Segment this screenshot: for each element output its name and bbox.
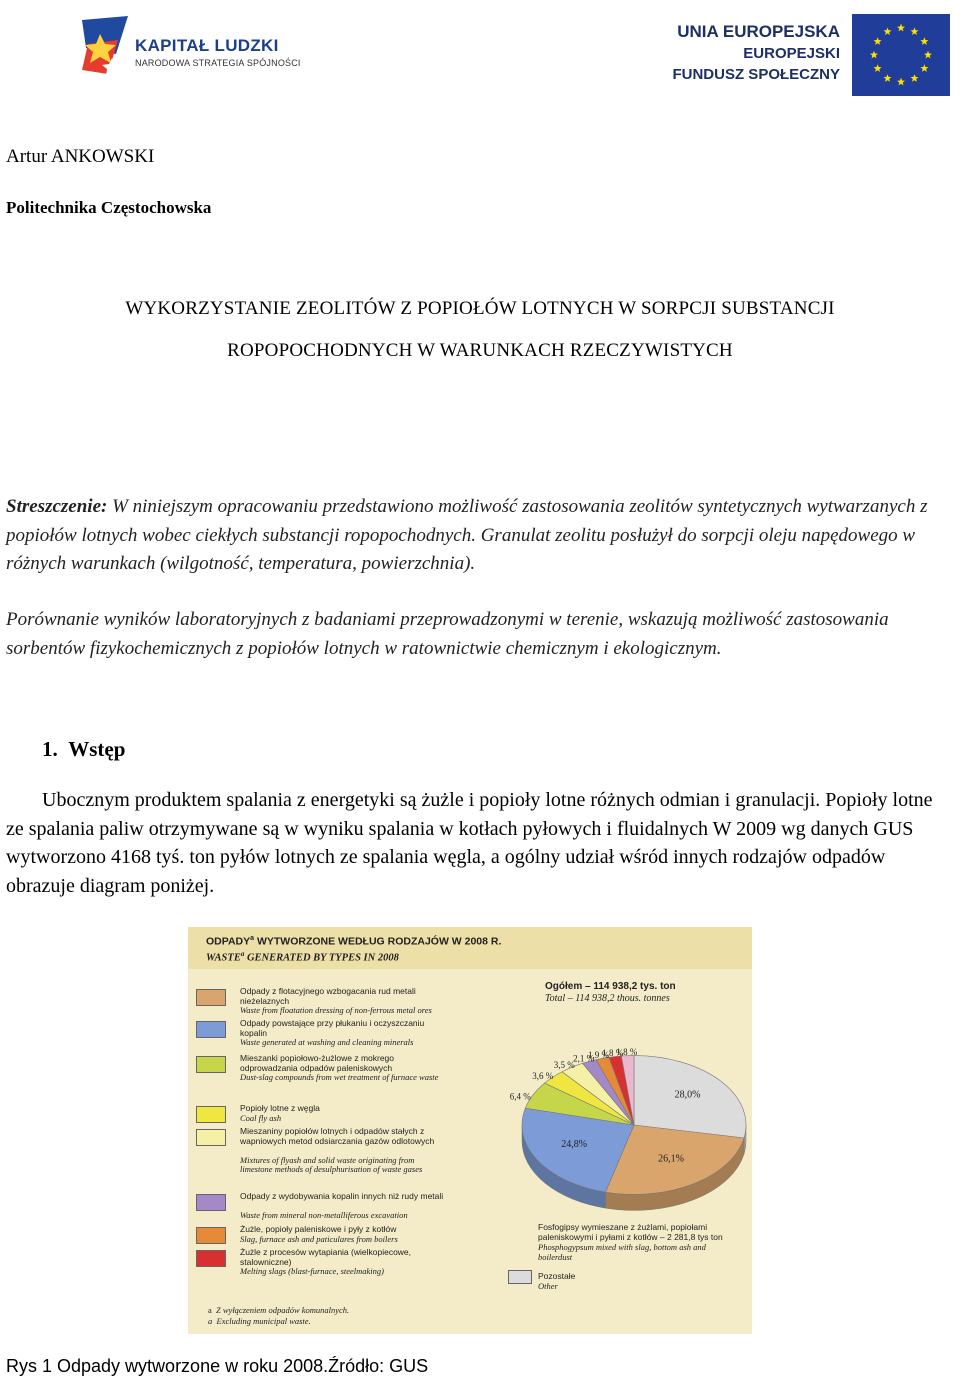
waste-figure [188,927,752,1334]
section-heading [42,737,125,762]
pie-value-label: 6,4 % [509,1091,531,1102]
body-paragraph: Ubocznym produktem spalania z energetyki są żużle i popioły lotne różnych odmian i granulacji. Popioły lotne ze spalania paliw otrzymywane są w wyniku spalania w kotłach pyłowych i fluidalnych W 2009 wg danych GUS wytworzono 4168 tyś. ton pyłów lotnych ze spalania węgla, a ogólny udział wśród innych rodzajów odpadów obrazuje diagram poniżej. [6,789,933,897]
legend-swatch [196,1056,226,1073]
legend-label-pl: Odpady z wydobywania kopalin innych niż rudy metali [240,1191,444,1201]
legend-swatch [196,1129,226,1146]
pie-value-label: 3,5 % [553,1060,575,1070]
other-label-pl: Pozostałe [538,1271,576,1281]
eu-line2: EUROPEJSKI [743,45,840,62]
abstract-paragraph-1 [6,493,951,579]
legend-swatch [196,1021,226,1038]
legend-label-en: Coal fly ash [240,1112,282,1123]
pie-value-label: 3,6 % [532,1071,554,1082]
legend-label-en: Waste from mineral non-metalliferous excavation [240,1210,408,1221]
section-number: 1. [42,737,58,761]
eu-line1: UNIA EUROPEJSKA [677,22,840,41]
other-label-en: Other [538,1281,558,1291]
legend-swatch [196,1194,226,1211]
other-swatch [508,1270,532,1284]
legend-label-en: Waste generated at washing and cleaning minerals [240,1037,414,1048]
kapital-ludzki-emblem-icon [78,14,134,80]
footnote-pl: a Z wyłączeniem odpadów komunalnych. [208,1305,350,1315]
pie-value-label: 24,8% [561,1138,588,1150]
pie-value-label: 1,9 % [588,1050,609,1061]
legend-swatch [196,1227,226,1244]
affiliation: Politechnika Częstochowska [6,198,212,217]
figure-title-pl: ODPADY$^a$ WYTWORZONE WEDŁUG RODZAJÓW W 2008 R. [206,935,502,948]
legend-label-pl: Odpady powstające przy płukaniu i oczyszczaniu kopalin [240,1018,425,1038]
pie-value-label: 26,1% [658,1153,684,1165]
paper-title-line2: ROPOPOCHODNYCH W WARUNKACH RZECZYWISTYCH [227,340,733,361]
eu-flag-icon [852,14,950,96]
figure-total-pl: Ogółem – 114 938,2 tys. ton [545,981,676,992]
legend-label-pl: Mieszaniny popiołów lotnych i odpadów stałych z wapniowych metod odsiarczania gazów odlotowych [240,1126,435,1146]
kapital-ludzki-subtitle: NARODOWA STRATEGIA SPÓJNOŚCI [135,58,301,68]
kapital-ludzki-logo [78,14,313,84]
legend-label-en: Dust-slag compounds from wet treatment of furnace waste [240,1072,439,1083]
pie-value-label: 1,8 % [602,1048,624,1058]
legend-swatch [196,1106,226,1123]
pie-value-label: 28,0% [674,1089,701,1101]
legend-swatch [196,989,226,1006]
figure-caption: Rys 1 Odpady wytworzone w roku 2008.Źródło: GUS [6,1356,429,1376]
author-name: Artur ANKOWSKI [6,146,155,167]
legend-label-pl: Mieszanki popiołowo-żużlowe z mokrego odprowadzania odpadów paleniskowych [240,1053,395,1073]
kapital-ludzki-title: KAPITAŁ LUDZKI [135,36,279,55]
legend-swatch [196,1250,226,1267]
legend-label-pl: Popioły lotne z węgla [240,1103,320,1113]
legend-label-en: Melting slags (blast-furnace, steelmaking) [240,1266,385,1277]
legend-label-pl: Żużle, popioły paleniskowe i pyły z kotłów [240,1224,397,1234]
pie-value-label: 2,1 % [573,1053,595,1064]
eu-line3: FUNDUSZ SPOŁECZNY [672,66,840,83]
figure-title-en: WASTE$^a$ GENERATED BY TYPES IN 2008 [206,950,399,964]
legend-label-pl: Odpady z flotacyjnego wzbogacania rud metali nieżelaznych [240,986,416,1006]
section-title: Wstęp [68,737,126,761]
legend-label-en: Waste from floatation dressing of non-ferrous metal ores [240,1005,432,1016]
abstract-label: Streszczenie: [6,496,108,517]
figure-total-en: Total – 114 938,2 thous. tonnes [545,993,670,1004]
legend-label-en: Mixtures of flyash and solid waste originating from limestone methods of desulphurisation of waste gases [240,1154,423,1175]
abstract-paragraph-2: Porównanie wyników laboratoryjnych z badaniami przeprowadzonymi w terenie, wskazują możliwość zastosowania sorbentów fizykochemicznych z popiołów lotnych w ratownictwie chemicznym i ekologicznym. [6,609,889,659]
callout-en: Phosphogypsum mixed with slag, bottom ash and boilerdust [538,1242,706,1262]
abstract-text-1: W niniejszym opracowaniu przedstawiono możliwość zastosowania zeolitów syntetycznych wytwarzanych z popiołów lotnych wobec ciekłych substancji ropopochodnych. Granulat zeolitu posłużył do sorpcji oleju napędowego w różnych warunkach (wilgotność, temperatura, powierzchnia). [6,496,928,574]
callout-pl: Fosfogipsy wymieszane z żużlami, popiołami paleniskowymi i pyłami z kotłów – 2 281,8 tys ton [538,1222,723,1242]
footnote-en: a Excluding municipal waste. [208,1316,311,1326]
legend-label-pl: Żużle z procesów wytapiania (wielkopiecowe, stalowniczne) [240,1247,412,1267]
pie-value-label: 1,8 % [616,1047,638,1057]
legend-label-en: Slag, furnace ash and paticulares from boilers [240,1233,398,1244]
eu-logo [640,14,952,96]
paper-title-line1: WYKORZYSTANIE ZEOLITÓW Z POPIOŁÓW LOTNYCH W SORPCJI SUBSTANCJI [125,298,835,319]
